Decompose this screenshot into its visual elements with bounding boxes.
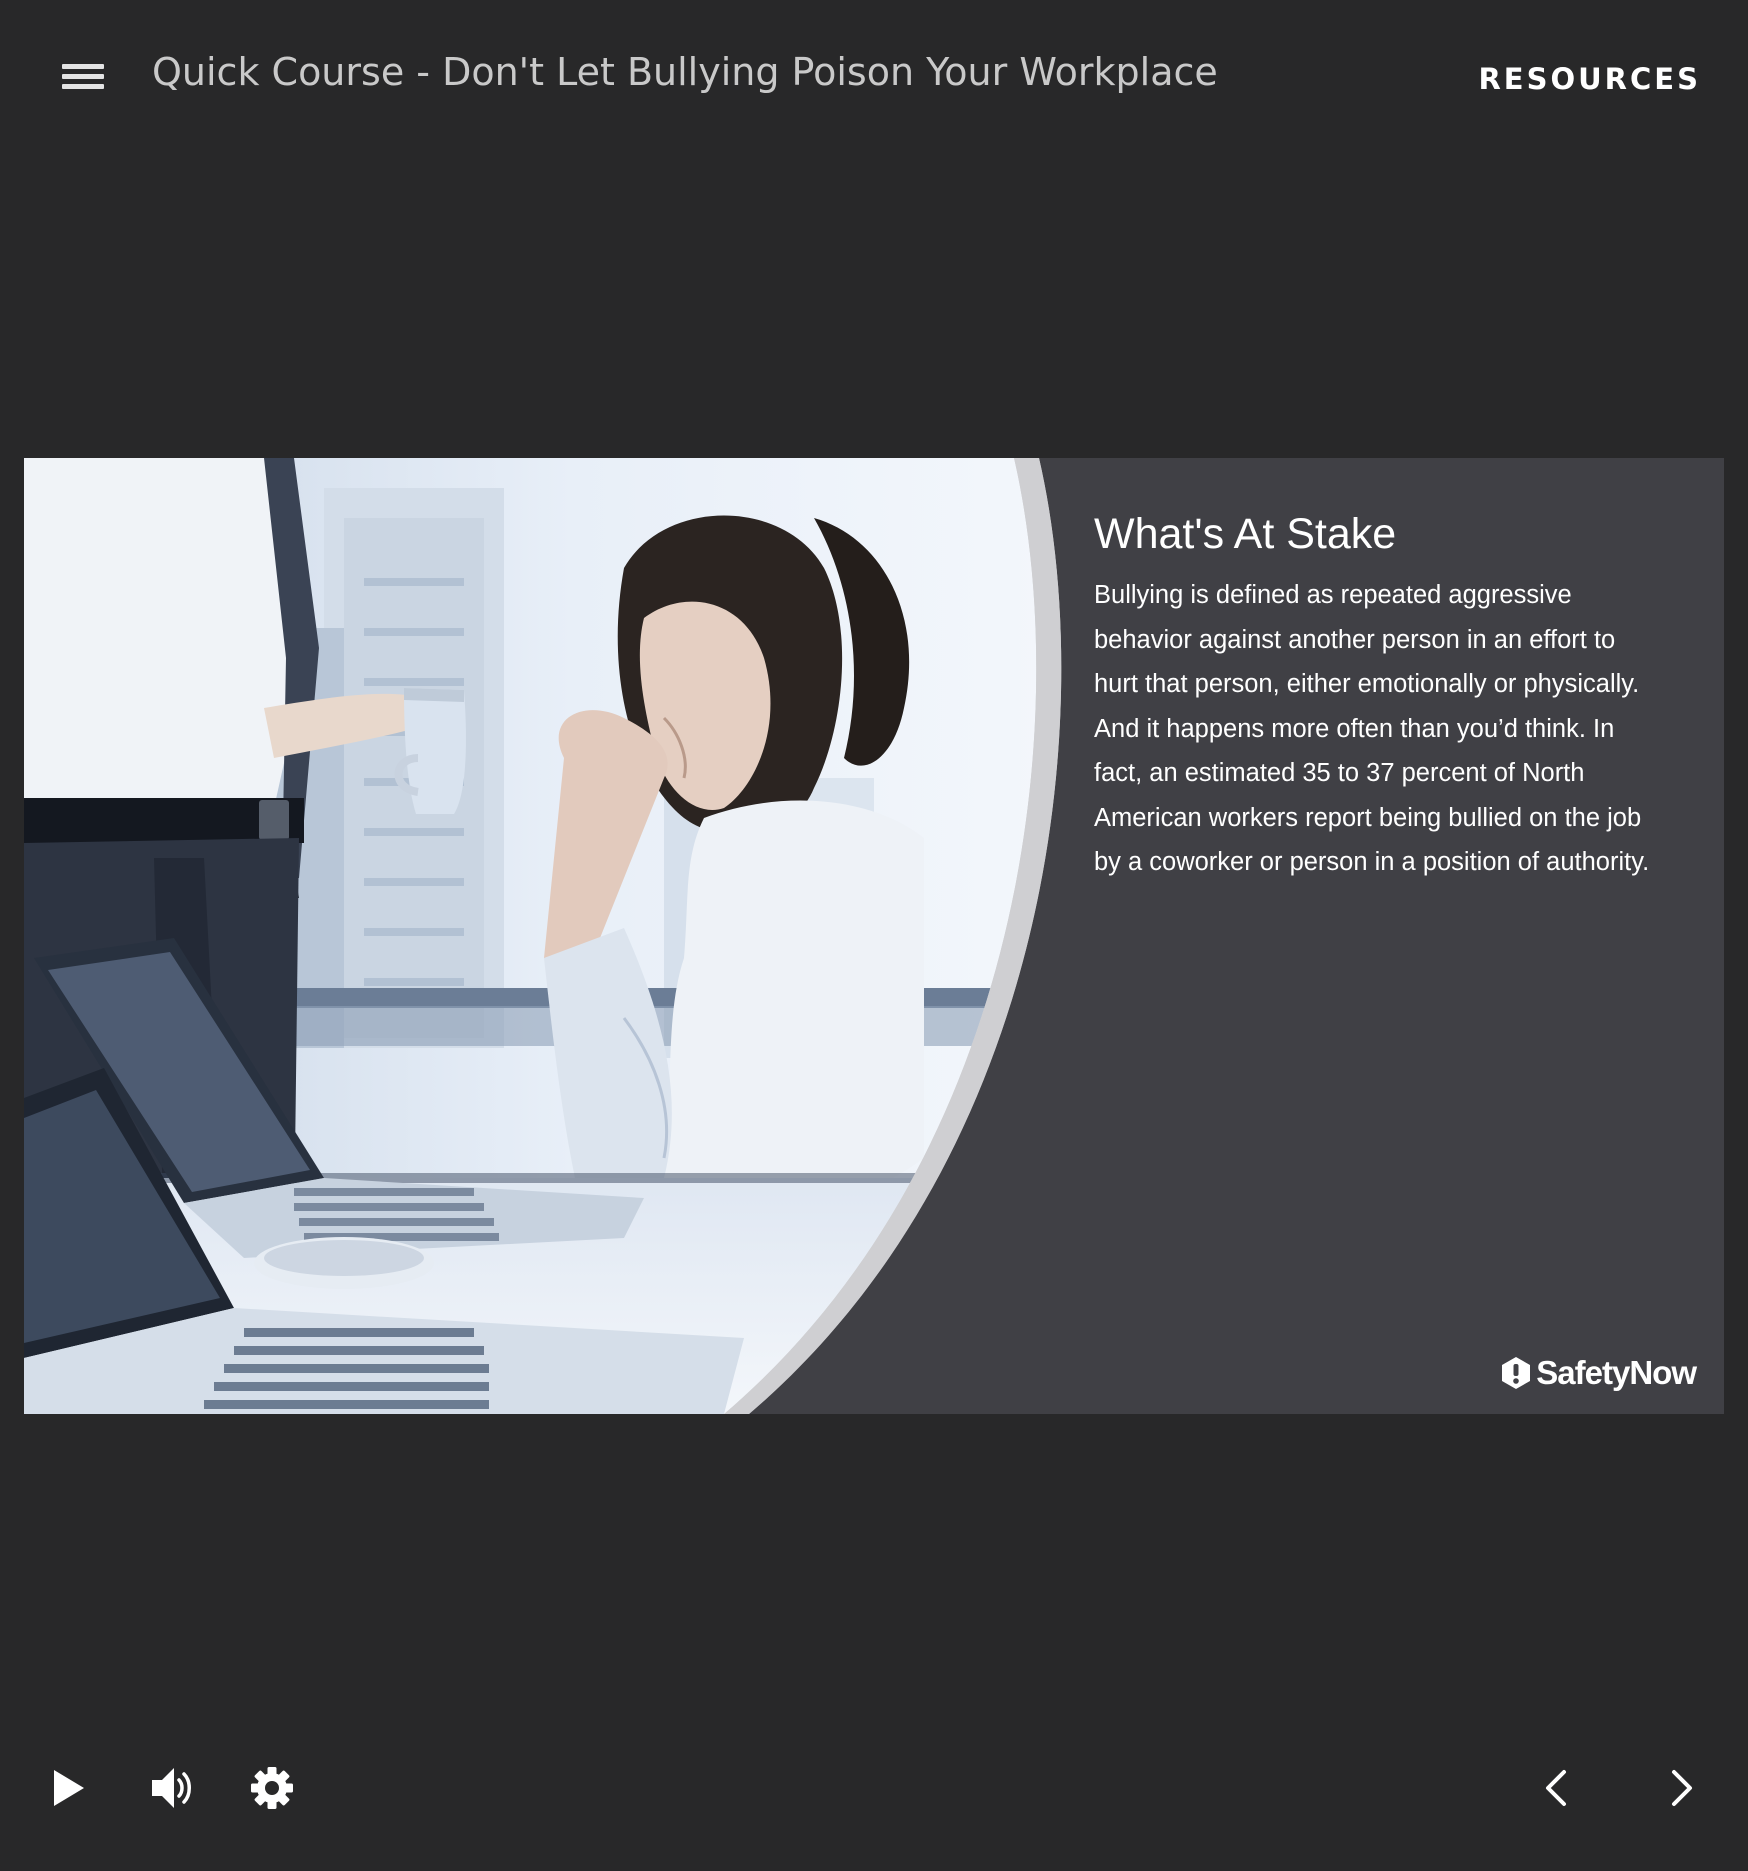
player-controls [0,1760,1748,1830]
chevron-left-icon[interactable] [1530,1760,1586,1816]
top-bar [0,0,1748,160]
chevron-right-icon[interactable] [1652,1760,1708,1816]
brand-name: SafetyNow [1536,1354,1696,1391]
safetynow-logo [1498,1354,1696,1392]
hamburger-menu-icon[interactable] [60,60,106,92]
slide-text-block [1094,510,1654,885]
volume-icon[interactable] [144,1760,200,1816]
resources-button[interactable]: RESOURCES [1478,62,1701,96]
safetynow-logo-icon [1498,1355,1534,1391]
slide-body-text: Bullying is defined as repeated aggressive behavior against another person in an effort to hurt that person, either emotionally or physically. And it happens more often than you’d think. In fact, an estimated 35 to 37 percent of North American workers report being bullied on the job by a coworker or person in a position of authority. [1094,581,1650,876]
slide-stage [24,458,1724,1414]
slide-heading: What's At Stake [1094,510,1397,558]
gear-icon[interactable] [244,1760,300,1816]
course-title: Quick Course - Don't Let Bullying Poison Your Workplace [152,50,1218,94]
play-icon[interactable] [40,1760,96,1816]
